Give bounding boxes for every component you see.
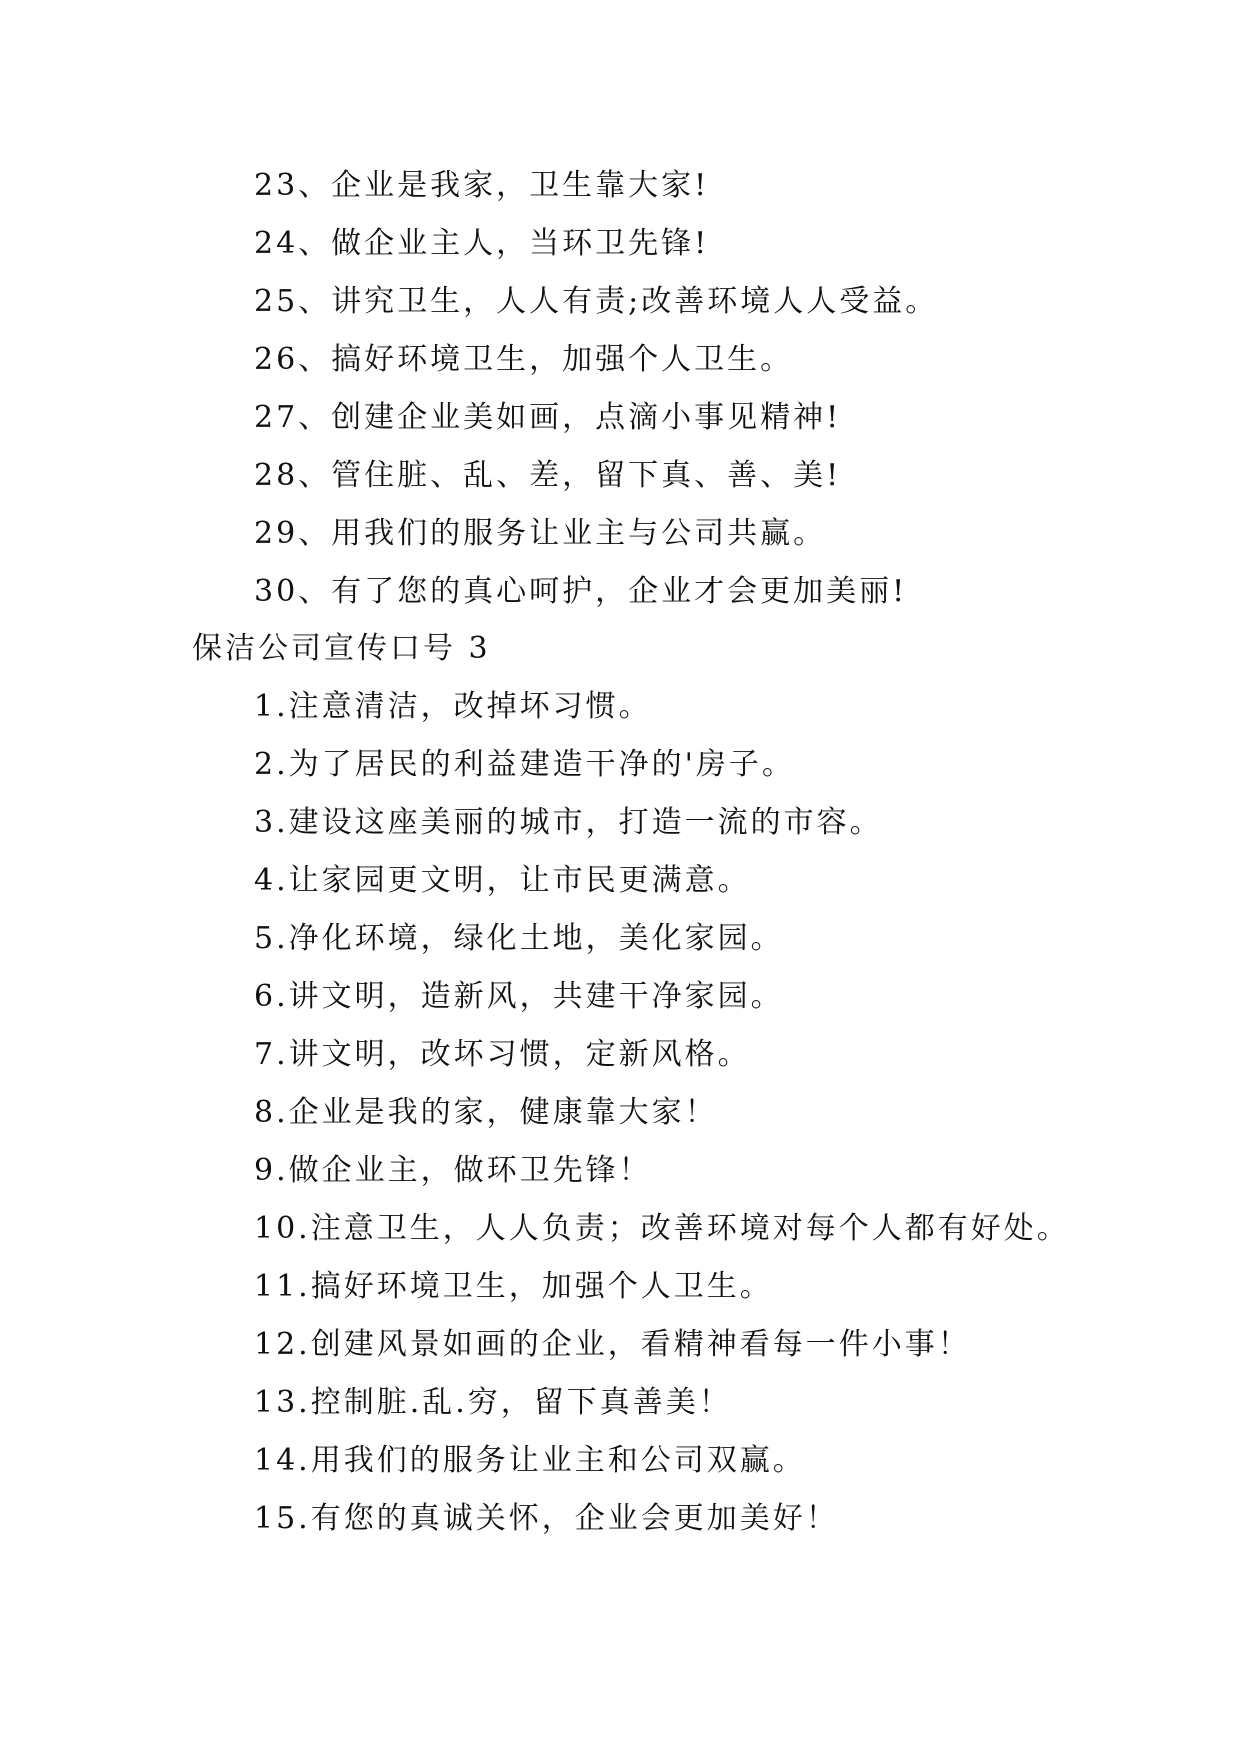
slogan-item: 9.做企业主，做环卫先锋！ [254, 1153, 652, 1188]
slogan-item: 10.注意卫生，人人负责；改善环境对每个人都有好处。 [254, 1211, 1070, 1246]
slogan-item: 13.控制脏.乱.穷，留下真善美！ [254, 1385, 732, 1420]
slogan-item: 23、企业是我家，卫生靠大家! [254, 168, 710, 203]
section-heading: 保洁公司宣传口号 3 [192, 631, 491, 666]
slogan-item: 30、有了您的真心呵护，企业才会更加美丽! [254, 574, 908, 609]
slogan-item: 29、用我们的服务让业主与公司共赢。 [254, 516, 827, 551]
slogan-item: 24、做企业主人，当环卫先锋! [254, 226, 710, 261]
slogan-item: 6.讲文明，造新风，共建干净家园。 [254, 979, 784, 1014]
slogan-item: 12.创建风景如画的企业，看精神看每一件小事！ [254, 1327, 971, 1362]
slogan-item: 25、讲究卫生，人人有责;改善环境人人受益。 [254, 284, 939, 319]
slogan-item: 26、搞好环境卫生，加强个人卫生。 [254, 342, 794, 377]
slogan-item: 11.搞好环境卫生，加强个人卫生。 [254, 1269, 773, 1304]
slogan-item: 15.有您的真诚关怀，企业会更加美好！ [254, 1501, 839, 1536]
slogan-item: 2.为了居民的利益建造干净的'房子。 [254, 747, 795, 782]
slogan-item: 1.注意清洁，改掉坏习惯。 [254, 689, 652, 724]
slogan-item: 7.讲文明，改坏习惯，定新风格。 [254, 1037, 751, 1072]
slogan-item: 28、管住脏、乱、差，留下真、善、美! [254, 458, 842, 493]
slogan-item: 14.用我们的服务让业主和公司双赢。 [254, 1443, 806, 1478]
slogan-item: 27、创建企业美如画，点滴小事见精神! [254, 400, 842, 435]
slogan-item: 8.企业是我的家，健康靠大家！ [254, 1095, 718, 1130]
slogan-item: 5.净化环境，绿化土地，美化家园。 [254, 921, 784, 956]
slogan-item: 3.建设这座美丽的城市，打造一流的市容。 [254, 805, 883, 840]
slogan-item: 4.让家园更文明，让市民更满意。 [254, 863, 751, 898]
